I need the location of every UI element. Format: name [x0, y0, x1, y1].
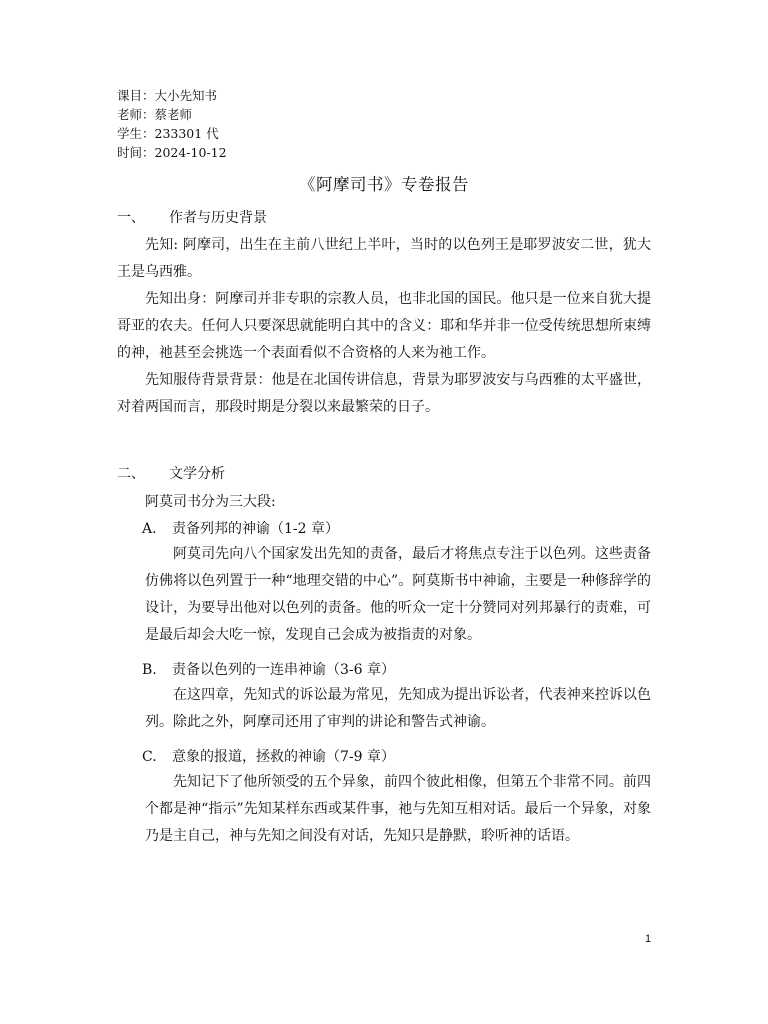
- course-line: 课目：大小先知书: [117, 88, 218, 103]
- part-a-letter: A.: [142, 521, 157, 537]
- section-1-paragraph-2: 先知出身：阿摩司并非专职的宗教人员，也非北国的国民。他只是一位来自犹大提哥亚的农夫。任何人只要深思就能明白其中的含义：耶和华并非一位受传统思想所束缚的神，祂甚至会挑选一个表面看似不合资格的人来为祂工作。: [117, 291, 651, 361]
- teacher-line: 老师：蔡老师: [117, 107, 193, 122]
- part-a-text: 阿莫司先向八个国家发出先知的责备，最后才将焦点专注于以色列。这些责备仿佛将以色列置于一种“地理交错的中心”。阿莫斯书中神谕，主要是一种修辞学的设计，为要导出他对以色列的责备。他的听众一定十分赞同对列邦暴行的责难，可是最后却会大吃一惊，发现自己会成为被指责的对象。: [145, 546, 651, 643]
- page-number: 1: [645, 933, 652, 945]
- part-c-text: 先知记下了他所领受的五个异象，前四个彼此相像，但第五个非常不同。前四个都是神“指示”先知某样东西或某件事，祂与先知互相对话。最后一个异象，对象乃是主自己，神与先知之间没有对话，先知只是静默，聆听神的话语。: [145, 774, 651, 844]
- part-b-text: 在这四章，先知式的诉讼最为常见，先知成为提出诉讼者，代表神来控诉以色列。除此之外，阿摩司还用了审判的讲论和警告式神谕。: [145, 687, 651, 730]
- part-b-heading: [142, 659, 395, 679]
- student-line: 学生：233301 代: [117, 126, 219, 141]
- section-1-paragraph-1: 先知: 阿摩司，出生在主前八世纪上半叶，当时的以色列王是耶罗波安二世，犹大王是乌西雅。: [117, 237, 651, 280]
- section-2-heading: [117, 463, 225, 483]
- section-2-number: 二、: [117, 466, 145, 482]
- section-1-paragraph-3: 先知服侍背景背景：他是在北国传讲信息，背景为耶罗波安与乌西雅的太平盛世，对着两国而言，那段时期是分裂以来最繁荣的日子。: [117, 372, 651, 415]
- header-info: [117, 86, 227, 162]
- part-c-heading: [142, 746, 395, 766]
- part-b-letter: B.: [142, 662, 157, 678]
- section-2-intro: 阿莫司书分为三大段:: [145, 494, 276, 510]
- document-title: 《阿摩司书》专卷报告: [299, 175, 469, 194]
- part-b-title: 责备以色列的一连串神谕（3-6 章）: [172, 662, 395, 678]
- section-1-number: 一、: [117, 210, 145, 226]
- date-line: 时间：2024-10-12: [117, 145, 227, 160]
- part-a-title: 责备列邦的神谕（1-2 章）: [172, 521, 339, 537]
- part-c-title: 意象的报道，拯救的神谕（7-9 章）: [172, 749, 395, 765]
- section-1-title: 作者与历史背景: [169, 210, 267, 226]
- section-1-heading: [117, 207, 267, 227]
- section-2-title: 文学分析: [169, 466, 225, 482]
- part-c-letter: C.: [142, 749, 157, 765]
- part-a-heading: [142, 518, 339, 538]
